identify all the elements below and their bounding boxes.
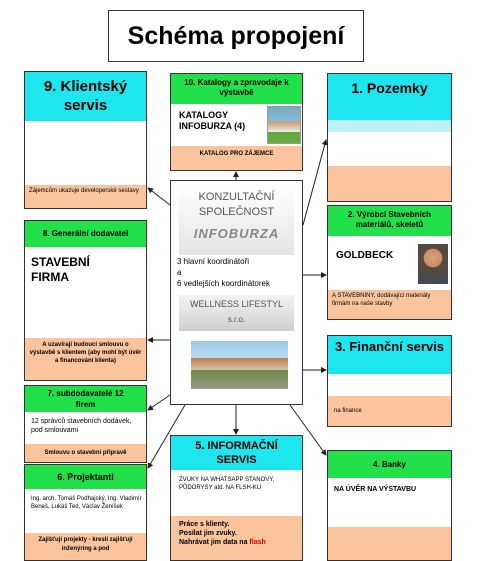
box6-note: Zajišťují projekty - kreslí zajišťují inženýring a pod <box>25 533 146 560</box>
box7-body: 12 správců stavebních dodávek, pod smlouvami <box>31 418 132 434</box>
center-desc3: 6 vedlejších koordinátorek <box>177 279 270 288</box>
box4-title: 4. Banky <box>328 451 451 478</box>
box5-note-line3: Nahrávat jim data na flash <box>179 539 266 546</box>
center-desc2: a <box>177 268 182 277</box>
box6-title: 6. Projektanti <box>25 465 146 489</box>
box10-title: 10. Katalogy a zpravodaje k výstavbě <box>171 74 302 104</box>
arrow-to-banky <box>290 405 326 455</box>
box8-title: 8. Generální dodavatel <box>25 221 146 247</box>
box8-body: STAVEBNÍ FIRMA <box>31 255 90 284</box>
box3-title: 3. Finanční servis <box>328 336 451 374</box>
box6-body: Ing. arch. Tomáš Podhajský, Ing. Vladimír Beneš, Lukáš Ted, Václav Ženíšek <box>31 496 142 510</box>
box5-note-line2: Posílat jim zvuky. <box>179 530 237 537</box>
box9-title: 9. Klientský servis <box>25 72 146 121</box>
wellness-text: WELLNESS LIFESTYL <box>189 299 284 309</box>
box4-body: NA ÚVĚR NA VÝSTAVBU <box>334 486 417 493</box>
box7-title: 7. subdodavatelé 12 firem <box>25 386 146 412</box>
box10-note: KATALOG PRO ZÁJEMCE <box>171 146 302 170</box>
center-desc1: 3 hlavní koordinátoři <box>177 257 250 266</box>
box1-title: 1. Pozemky <box>328 74 451 120</box>
arrow-to-klientsky <box>148 188 170 205</box>
arrow-to-pozemky <box>303 140 326 225</box>
box2-note: A STAVEBNINY, dodávající materiály firmám na naše stavby <box>328 290 451 319</box>
box7-note: Smlouvu o stavební přípravě <box>25 444 146 462</box>
box3-note: na finance <box>328 396 451 426</box>
box5-body: ZVUKY NA WHATSAPP STANOVY, PŮDORYSY atd. NA FLSH-KU <box>179 477 275 491</box>
center-line2: SPOLEČNOST <box>198 206 275 218</box>
flash-highlight: flash <box>249 539 266 546</box>
box9-note: Zájemcům ukazuje developerské sestavy <box>25 185 146 208</box>
center-line1: KONZULTAČNÍ <box>198 191 275 203</box>
page-title: Schéma propojení <box>127 21 345 50</box>
arrow-to-subdodavatele <box>148 395 170 410</box>
box2-body: GOLDBECK <box>336 250 394 261</box>
arrow-to-projektanti <box>148 405 185 468</box>
box2-title: 2. Výrobci Stavebních materiálů, skeletů <box>328 206 451 236</box>
box10-body: KATALOGY INFOBURZA (4) <box>179 110 246 131</box>
box8-note: A uzavírají budoucí smlouvu o výstavbě s klientem (aby mohl být úvěr a financování klienta) <box>25 338 146 380</box>
box5-note-line1: Práce s klienty. <box>179 521 230 528</box>
wellness-sro: s.r.o. <box>227 315 246 324</box>
infoburza-logo: INFOBURZA <box>193 226 280 241</box>
box5-title: 5. INFORMAČNÍ SERVIS <box>171 436 302 470</box>
